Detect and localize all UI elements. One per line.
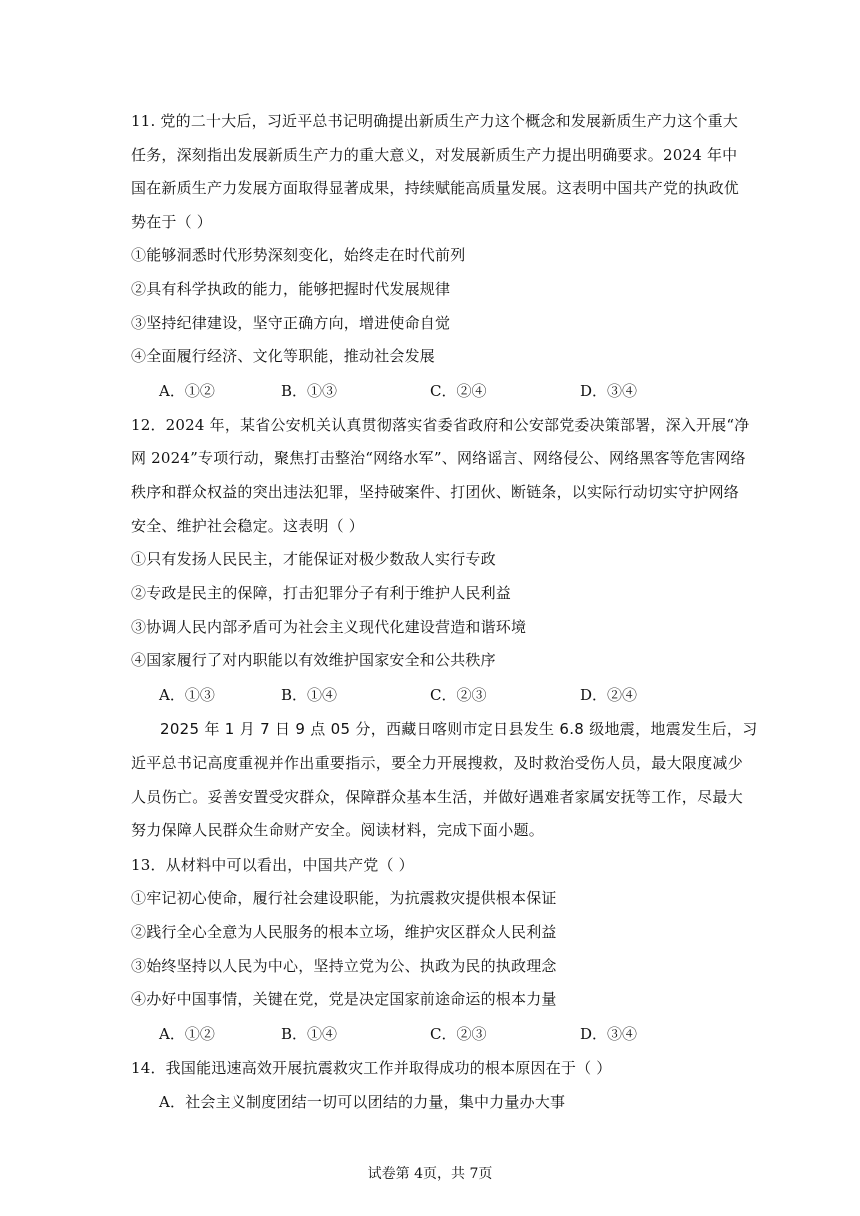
q11-stem-line-2: 任务，深刻指出发展新质生产力的重大意义，对发展新质生产力提出明确要求。2024 年中 [131, 146, 738, 164]
q11-choice-b[interactable]: B．①③ [281, 382, 338, 400]
q12-choice-d[interactable]: D．②④ [580, 686, 638, 704]
material-line-3: 人员伤亡。妥善安置受灾群众，保障群众基本生活，并做好遇难者家属安抚等工作，尽最大 [131, 788, 744, 806]
q11-stem-line-4: 势在于（ ） [131, 213, 212, 231]
material-line-1: 2025 年 1 月 7 日 9 点 05 分，西藏日喀则市定日县发生 6.8 级地震，地震发生后，习 [160, 720, 758, 738]
q12-choice-c[interactable]: C．②③ [430, 686, 487, 704]
q11-choices [159, 381, 719, 401]
q13-statement-4: ④办好中国事情，关键在党，党是决定国家前途命运的根本力量 [131, 990, 557, 1008]
q11-stem-line-3: 国在新质生产力发展方面取得显著成果，持续赋能高质量发展。这表明中国共产党的执政优 [131, 179, 740, 197]
q12-choice-b[interactable]: B．①④ [281, 686, 338, 704]
q11-choice-a[interactable]: A．①② [159, 382, 215, 400]
q12-statement-1: ①只有发扬人民民主，才能保证对极少数敌人实行专政 [131, 550, 496, 568]
q13-statement-3: ③始终坚持以人民为中心，坚持立党为公、执政为民的执政理念 [131, 957, 557, 975]
q13-choices [159, 1024, 719, 1044]
q11-choice-c[interactable]: C．②④ [430, 382, 487, 400]
material-line-2: 近平总书记高度重视并作出重要指示，要全力开展搜救，及时救治受伤人员，最大限度减少 [131, 754, 744, 772]
q12-stem-line-4: 安全、维护社会稳定。这表明（ ） [131, 517, 364, 535]
q12-choice-a[interactable]: A．①③ [159, 686, 215, 704]
q12-stem-line-2: 网 2024”专项行动，聚焦打击整治“网络水军”、网络谣言、网络侵公、网络黑客等危害网络 [131, 449, 746, 467]
q11-statement-2: ②具有科学执政的能力，能够把握时代发展规律 [131, 280, 451, 298]
q11-choice-d[interactable]: D．③④ [580, 382, 638, 400]
q12-choices [159, 685, 719, 705]
q12-stem-line-1: 12．2024 年，某省公安机关认真贯彻落实省委省政府和公安部党委决策部署，深入开展“净 [131, 416, 750, 434]
q11-stem-line-1: 11. 党的二十大后，习近平总书记明确提出新质生产力这个概念和发展新质生产力这个重大 [131, 112, 739, 130]
q12-statement-4: ④国家履行了对内职能以有效维护国家安全和公共秩序 [131, 651, 496, 669]
q13-statement-2: ②践行全心全意为人民服务的根本立场，维护灾区群众人民利益 [131, 923, 557, 941]
material-line-4: 努力保障人民群众生命财产安全。阅读材料，完成下面小题。 [131, 821, 545, 839]
q12-statement-3: ③协调人民内部矛盾可为社会主义现代化建设营造和谐环境 [131, 618, 527, 636]
q12-stem-line-3: 秩序和群众权益的突出违法犯罪，坚持破案件、打团伙、断链条，以实际行动切实守护网络 [131, 483, 740, 501]
q13-choice-a[interactable]: A．①② [159, 1025, 215, 1043]
q14-choice-a[interactable]: A．社会主义制度团结一切可以团结的力量，集中力量办大事 [159, 1093, 566, 1111]
q13-stem-line-1: 13．从材料中可以看出，中国共产党（ ） [131, 856, 414, 874]
q12-statement-2: ②专政是民主的保障，打击犯罪分子有利于维护人民利益 [131, 584, 512, 602]
q13-statement-1: ①牢记初心使命，履行社会建设职能，为抗震救灾提供根本保证 [131, 889, 557, 907]
page-number-footer: 试卷第 4页，共 7页 [367, 1166, 493, 1182]
q13-choice-d[interactable]: D．③④ [580, 1025, 638, 1043]
q14-stem-line-1: 14．我国能迅速高效开展抗震救灾工作并取得成功的根本原因在于（ ） [131, 1059, 612, 1077]
q13-choice-c[interactable]: C．②③ [430, 1025, 487, 1043]
q11-statement-4: ④全面履行经济、文化等职能，推动社会发展 [131, 347, 436, 365]
q13-choice-b[interactable]: B．①④ [281, 1025, 338, 1043]
q11-statement-3: ③坚持纪律建设，坚守正确方向，增进使命自觉 [131, 314, 451, 332]
q11-statement-1: ①能够洞悉时代形势深刻变化，始终走在时代前列 [131, 246, 466, 264]
